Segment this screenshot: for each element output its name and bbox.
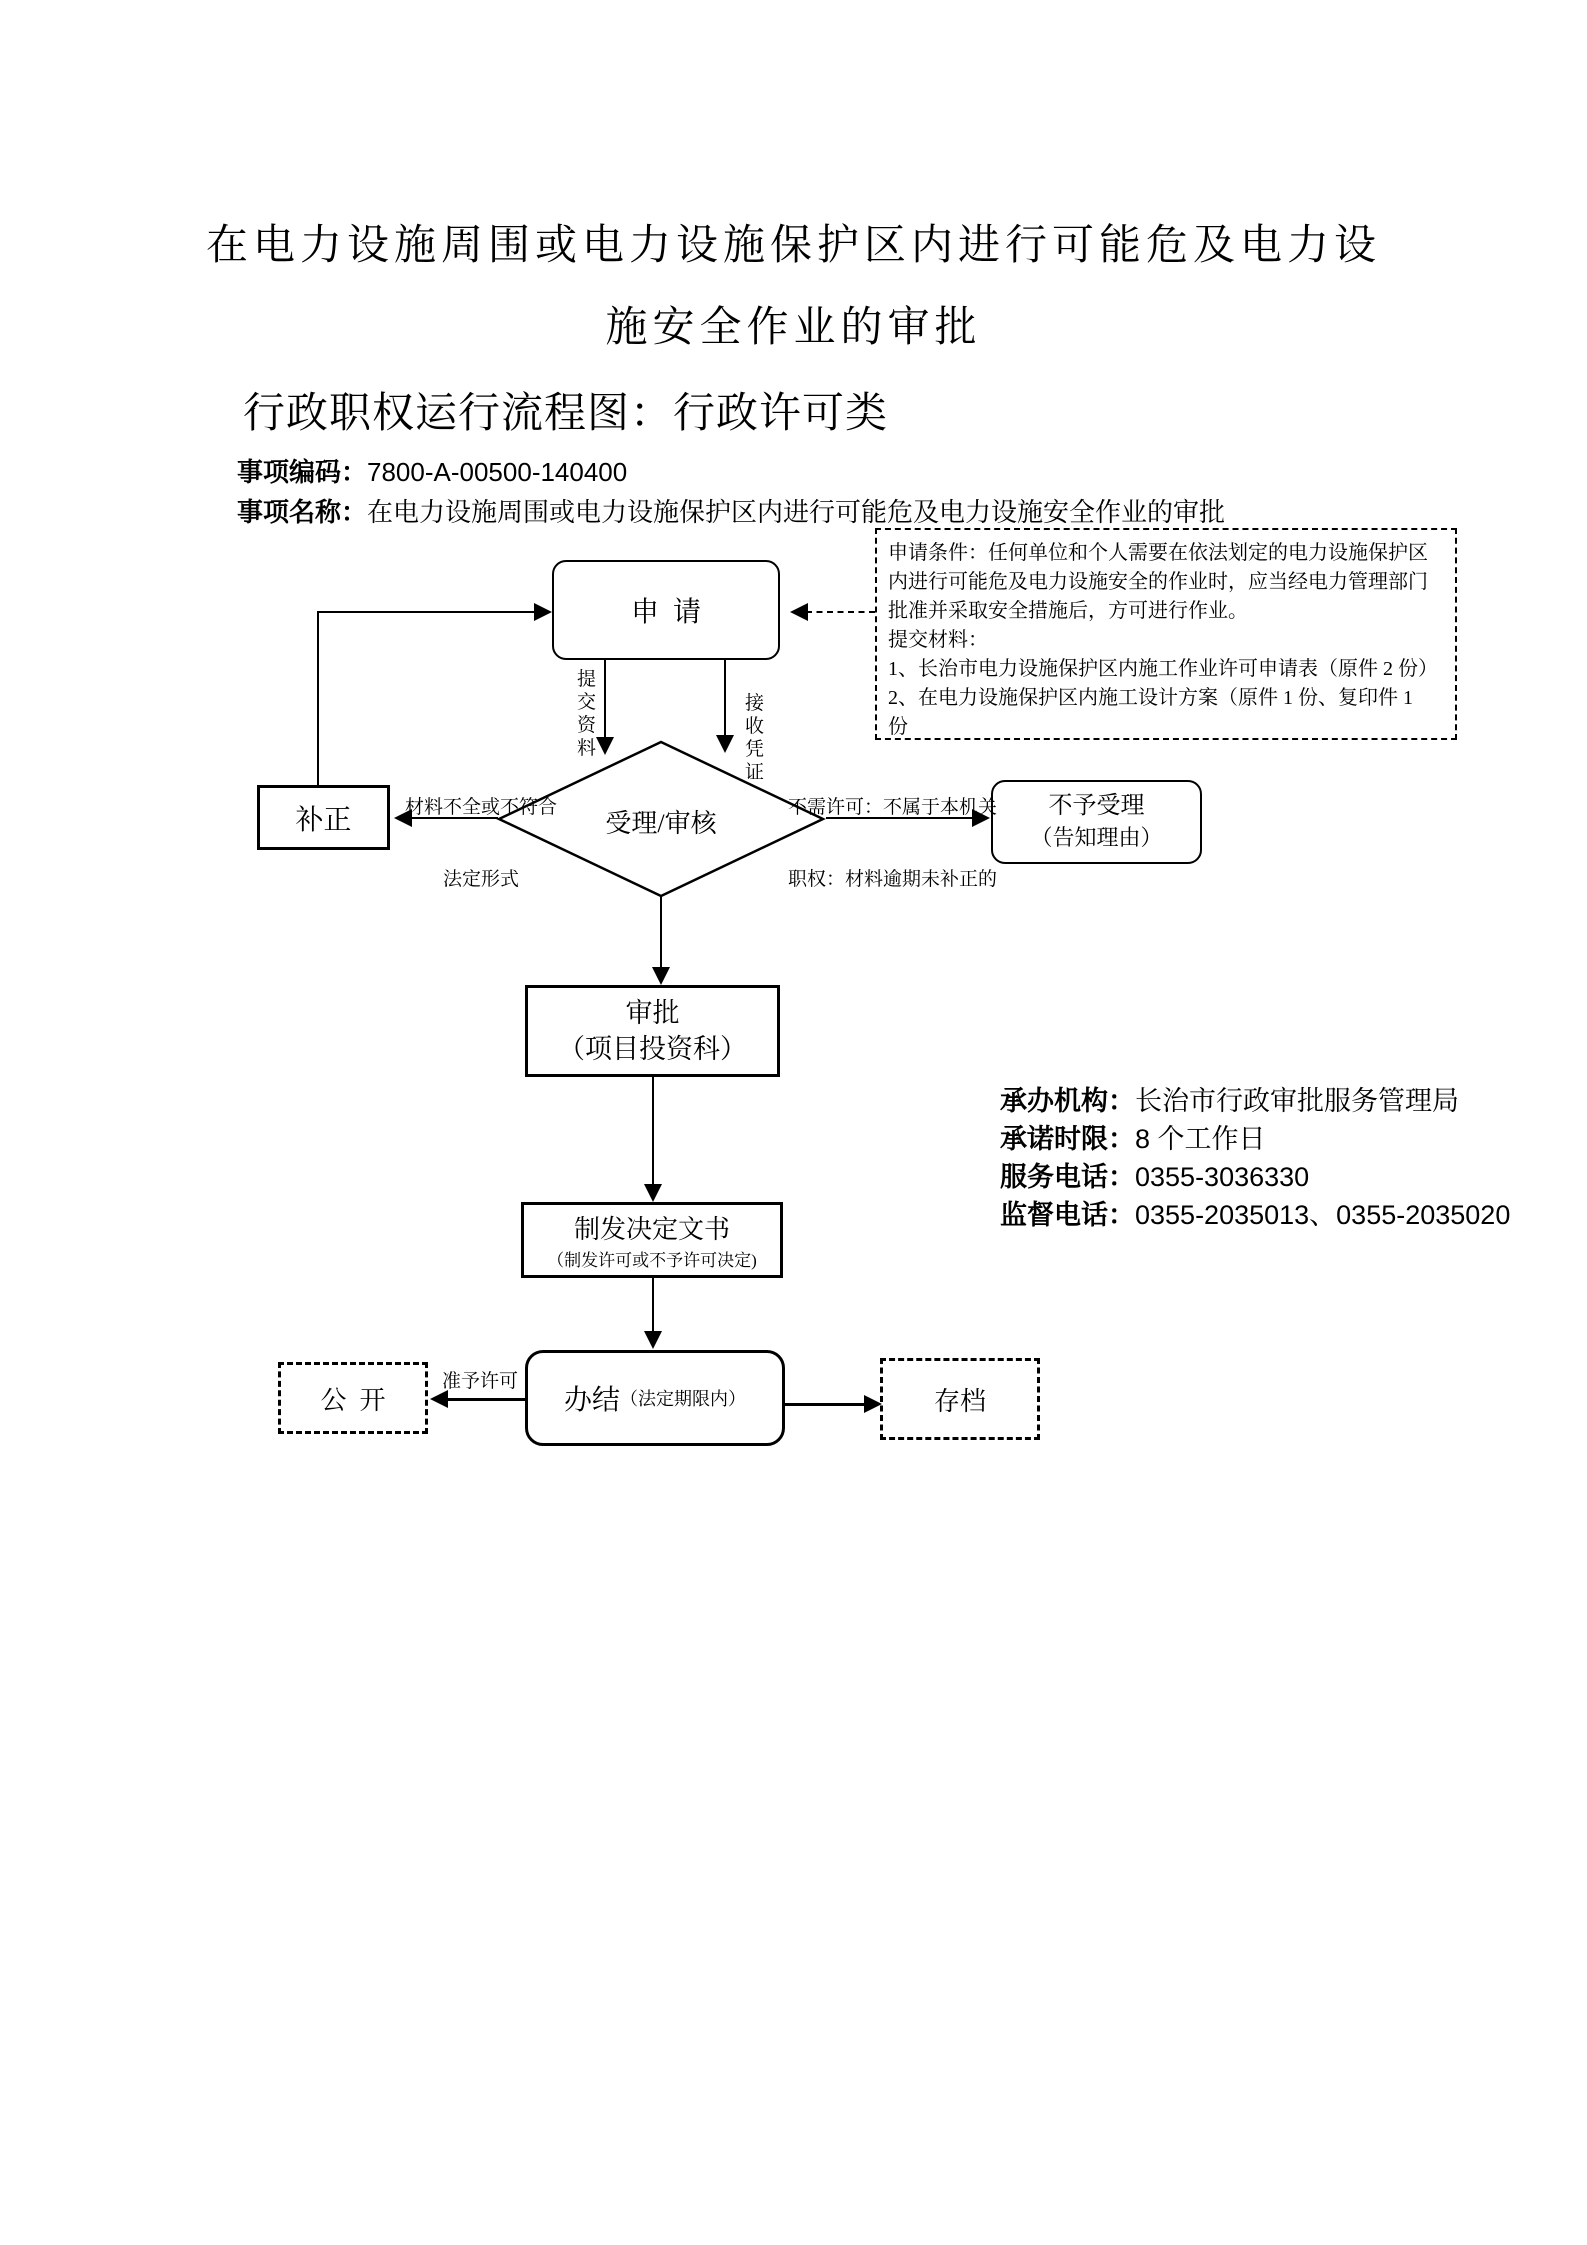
contact-service-phone-value: 0355-3036330: [1135, 1162, 1310, 1192]
arrowhead-into-approve: [652, 967, 670, 985]
flow-node-publish-label: 公 开: [320, 1385, 386, 1415]
arrowhead-into-apply-right: [790, 603, 808, 621]
contact-service-phone-label: 服务电话：: [1000, 1162, 1135, 1192]
item-name-value: 在电力设施周围或电力设施保护区内进行可能危及电力设施安全作业的审批: [367, 498, 1226, 527]
note-line: 提交材料：: [888, 629, 988, 651]
flow-node-reject-title: 不予受理: [1048, 793, 1145, 819]
flow-node-reject-sub: （告知理由）: [1030, 825, 1163, 850]
arrowhead-into-issue: [644, 1184, 662, 1202]
item-name-label: 事项名称：: [237, 498, 368, 527]
edge-label-incomplete-line2: 法定形式: [442, 869, 519, 890]
edge-label-nopermit-line2: 职权：材料逾期未补正的: [788, 869, 998, 890]
contact-info-block: [1000, 1082, 1510, 1234]
arrowhead-into-apply-left: [534, 603, 552, 621]
flow-node-approve-title: 审批: [625, 998, 680, 1028]
edge-label-grant: 准予许可: [442, 1371, 519, 1392]
flow-node-approve-sub: （项目投资科）: [558, 1034, 747, 1064]
connector-note-to-apply-dashed: [806, 611, 875, 613]
contact-row-time: [1000, 1120, 1510, 1158]
edge-label-nopermit-line1: 不需许可：不属于本机关: [788, 797, 998, 818]
item-name-row: [237, 492, 1225, 529]
connector-finish-to-archive: [785, 1403, 866, 1406]
flow-node-apply: [552, 560, 780, 660]
flow-node-review-label: 受理/审核: [605, 809, 717, 838]
arrowhead-into-finish: [644, 1331, 662, 1349]
connector-apply-receive: [724, 660, 726, 736]
contact-time-label: 承诺时限：: [1000, 1124, 1135, 1154]
edge-label-incomplete: [395, 748, 567, 916]
edge-label-nopermit: [788, 748, 997, 916]
flow-node-archive-label: 存档: [933, 1386, 986, 1416]
contact-row-agency: [1000, 1082, 1510, 1120]
note-line: 批准并采取安全措施后，方可进行作业。: [888, 600, 1248, 622]
connector-approve-to-issue: [652, 1077, 654, 1185]
flow-node-apply-label: 申 请: [630, 597, 701, 628]
contact-supervise-phone-label: 监督电话：: [1000, 1200, 1135, 1230]
page-title-line2: 施安全作业的审批: [605, 305, 982, 351]
arrowhead-receive: [716, 735, 734, 753]
connector-apply-submit: [604, 660, 606, 738]
connector-issue-to-finish: [652, 1278, 654, 1332]
note-line: 份: [888, 716, 908, 738]
contact-time-value: 8 个工作日: [1135, 1124, 1266, 1154]
note-line: 2、在电力设施保护区内施工设计方案（原件 1 份、复印件 1: [888, 687, 1413, 709]
arrowhead-into-archive: [864, 1395, 882, 1413]
connector-review-to-approve: [660, 897, 662, 969]
section-heading: 行政职权运行流程图：行政许可类: [243, 391, 889, 437]
flow-node-archive: [880, 1358, 1040, 1440]
flow-node-approve: [525, 985, 780, 1077]
flow-node-reject: [991, 780, 1202, 864]
contact-agency-value: 长治市行政审批服务管理局: [1135, 1086, 1459, 1116]
flow-node-finish-sub: （法定期限内）: [620, 1389, 746, 1409]
connector-supplement-to-apply-vertical: [317, 612, 319, 785]
edge-label-incomplete-line1: 材料不全或不符合: [404, 797, 557, 818]
edge-label-receive: 接收凭证: [744, 693, 764, 783]
flow-node-supplement: [257, 785, 390, 850]
item-code-value: 7800-A-00500-140400: [367, 457, 628, 487]
flow-node-supplement-label: 补正: [295, 804, 352, 836]
item-code-label: 事项编码：: [237, 458, 368, 487]
contact-supervise-phone-value: 0355-2035013、0355-2035020: [1135, 1200, 1511, 1230]
flow-node-issue: [521, 1202, 783, 1278]
flow-node-finish-title: 办结: [563, 1385, 620, 1416]
flow-node-finish: [525, 1350, 785, 1446]
contact-agency-label: 承办机构：: [1000, 1086, 1135, 1116]
note-line: 1、长治市电力设施保护区内施工作业许可申请表（原件 2 份）: [888, 658, 1438, 680]
conditions-note-box: [875, 528, 1457, 740]
page-title-line1: 在电力设施周围或电力设施保护区内进行可能危及电力设: [205, 223, 1381, 269]
flow-node-issue-sub: （制发许可或不予许可决定): [547, 1251, 757, 1270]
flow-node-issue-title: 制发决定文书: [573, 1215, 730, 1244]
connector-supplement-to-apply-horizontal: [317, 611, 537, 613]
item-code-row: [237, 452, 627, 489]
contact-row-supervise-phone: [1000, 1196, 1510, 1234]
note-line: 内进行可能危及电力设施安全的作业时，应当经电力管理部门: [888, 571, 1428, 593]
connector-finish-to-publish: [446, 1398, 525, 1401]
note-line: 申请条件：任何单位和个人需要在依法划定的电力设施保护区: [888, 542, 1428, 564]
contact-row-service-phone: [1000, 1158, 1510, 1196]
edge-label-submit: 提交资料: [576, 669, 596, 759]
flow-node-publish: [278, 1362, 428, 1434]
arrowhead-submit: [596, 737, 614, 755]
